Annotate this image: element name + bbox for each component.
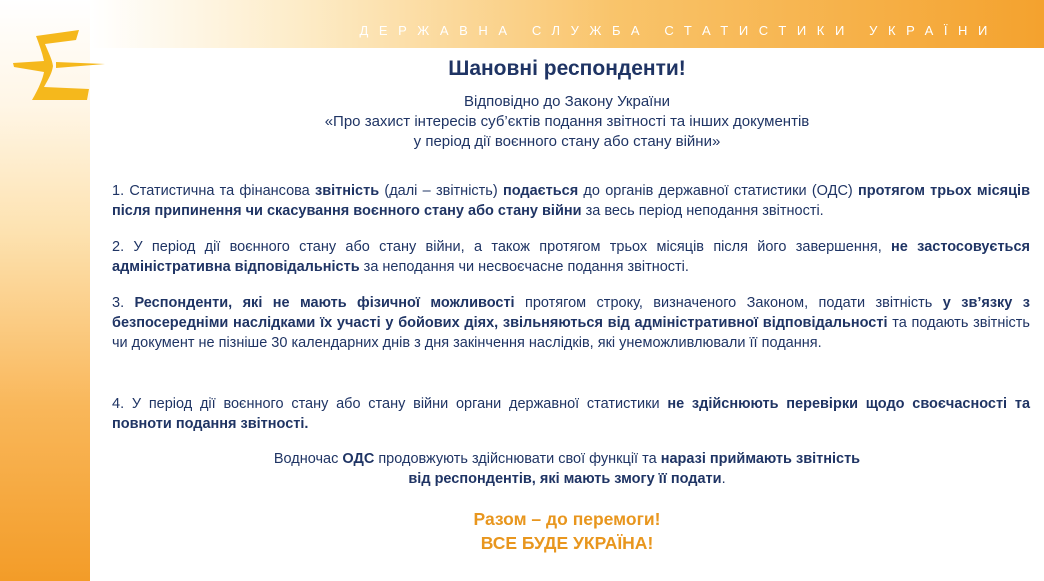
law-reference-line: у період дії воєнного стану або стану війни» — [413, 133, 721, 150]
text-run: до органів державної статистики (ОДС) — [578, 183, 859, 199]
emphasis-text: звітність — [315, 183, 380, 199]
text-run: 4. У період дії воєнного стану або стану війни органи державної статистики — [112, 396, 668, 412]
paragraph-1 — [112, 181, 1030, 221]
paragraph-2 — [112, 237, 1030, 277]
text-run: та подають звітність чи документ не пізніше 30 календарних днів з дня закінчення наслідків, які унеможливлювали її подання. — [112, 315, 1030, 351]
emphasis-text: Респонденти, які не мають фізичної можливості — [134, 295, 515, 311]
page-title: Шановні респонденти! — [448, 57, 686, 80]
emphasis-text: не здійснюють перевірки щодо своєчасності та повноти подання звітності. — [112, 396, 1031, 432]
emphasis-text: у зв’язку з безпосередніми наслідками їх участі у бойових діях, звільняються від адміністративної відповідальності — [112, 295, 1030, 331]
emphasis-text: наразі приймають звітність — [660, 451, 861, 467]
slogan — [90, 507, 1044, 555]
agency-name: ДЕРЖАВНА СЛУЖБА СТАТИСТИКИ УКРАЇНИ — [359, 23, 998, 38]
text-run: за весь період неподання звітності. — [581, 203, 824, 219]
closing-line — [90, 469, 1044, 489]
emphasis-text: подається — [502, 183, 579, 199]
text-run: 2. У період дії воєнного стану або стану війни, а також протягом трьох місяців після його завершення, — [112, 239, 892, 255]
law-reference — [90, 92, 1044, 152]
paragraph-4 — [112, 394, 1030, 434]
slogan-line: ВСЕ БУДЕ УКРАЇНА! — [480, 533, 654, 553]
paragraph-3 — [112, 293, 1030, 353]
law-reference-line: «Про захист інтересів суб’єктів подання звітності та інших документів — [324, 113, 810, 130]
emphasis-text: ОДС — [342, 451, 375, 467]
emphasis-text: не застосовується адміністративна відповідальність — [112, 239, 1030, 275]
emphasis-text: від респондентів, які мають змогу її подати — [408, 471, 722, 487]
text-run: протягом строку, визначеного Законом, подати звітність — [514, 295, 943, 311]
text-run: . — [721, 471, 726, 487]
slogan-line: Разом – до перемоги! — [473, 509, 661, 529]
text-run: за неподання чи несвоєчасне подання звітності. — [359, 259, 689, 275]
text-run: 1. Статистична та фінансова — [112, 183, 315, 199]
text-run: 3. — [112, 295, 135, 311]
law-reference-line: Відповідно до Закону України — [463, 93, 671, 110]
text-run: продовжують здійснювати свої функції та — [374, 451, 661, 467]
emphasis-text: протягом трьох місяців після припинення чи скасування воєнного стану або стану війни — [112, 183, 1030, 219]
closing-note — [90, 449, 1044, 489]
text-run: (далі – звітність) — [379, 183, 503, 199]
text-run: Водночас — [273, 451, 343, 467]
closing-line — [90, 449, 1044, 469]
